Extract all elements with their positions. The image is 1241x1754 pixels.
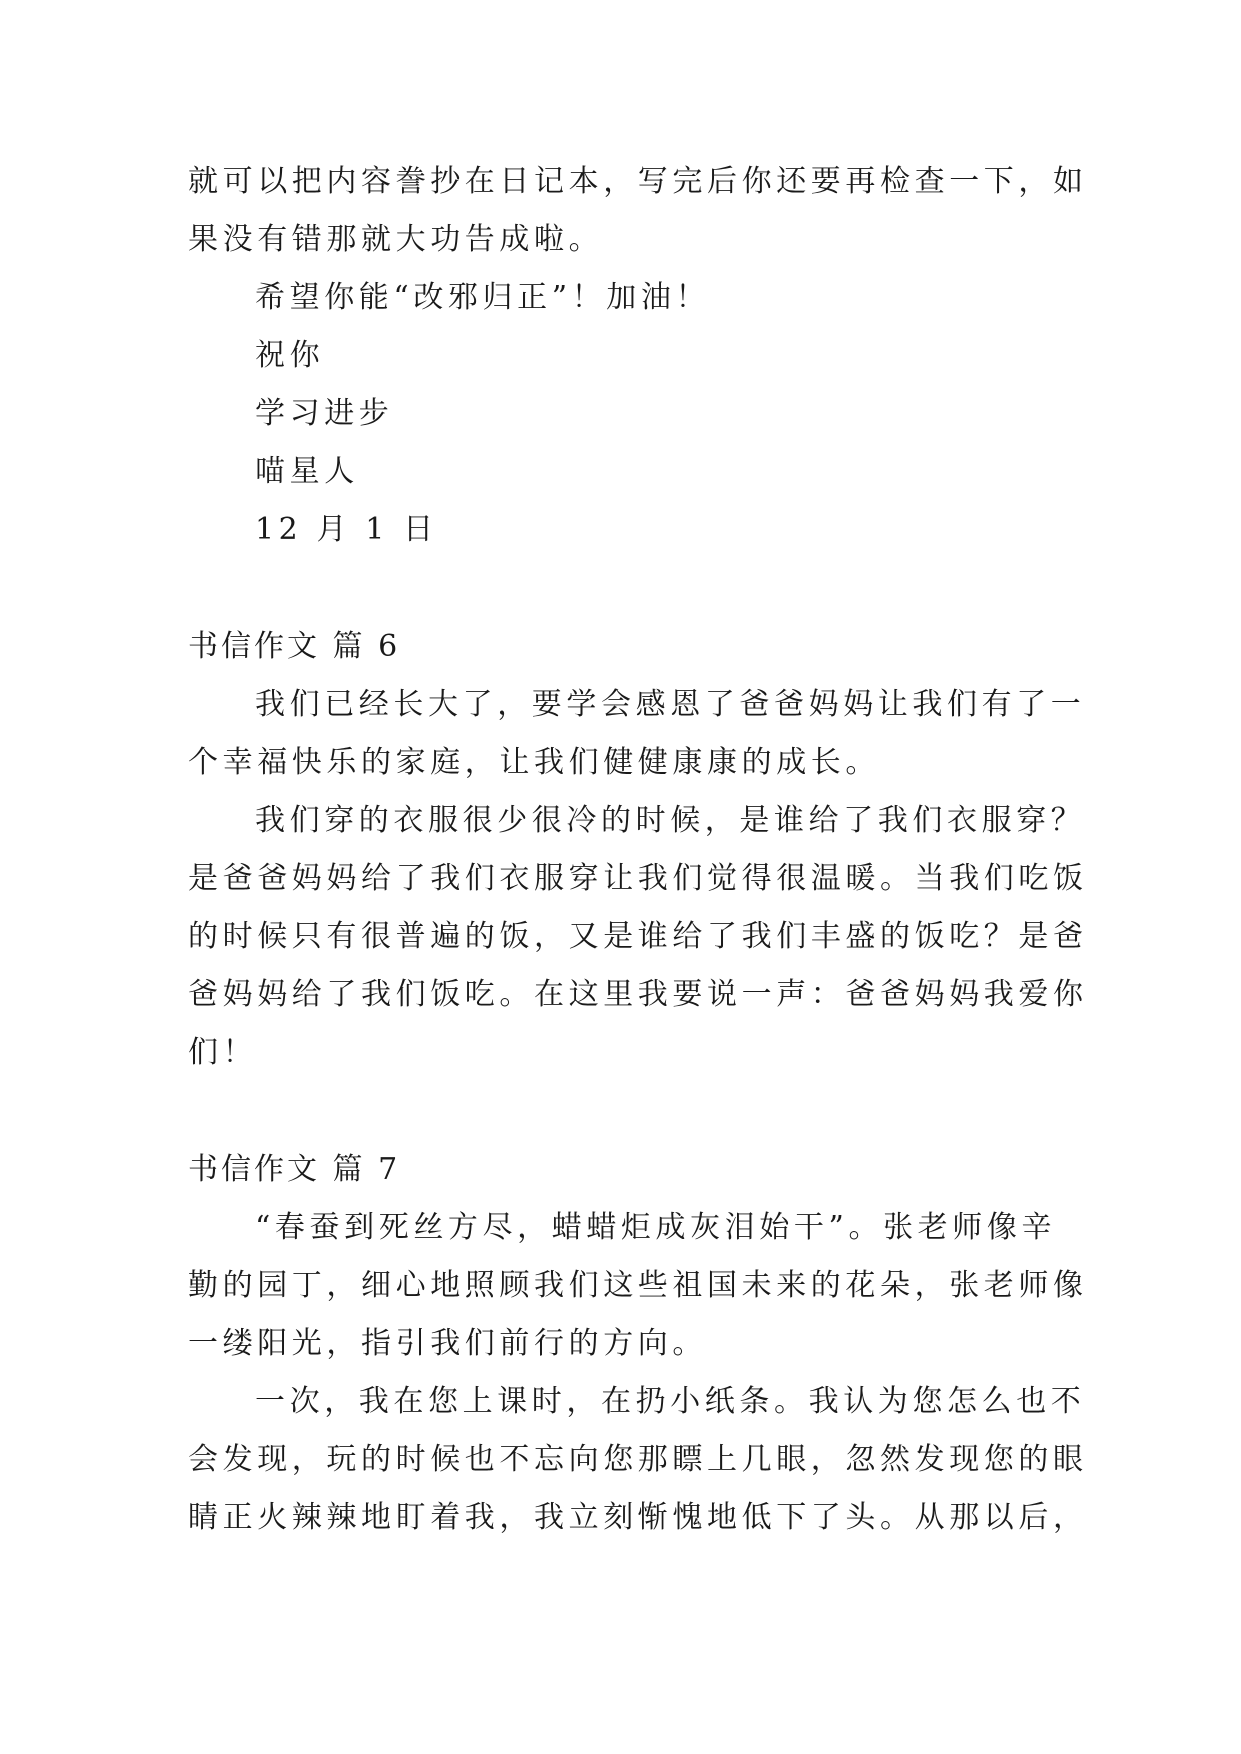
section-heading: 书信作文 篇 7: [188, 1152, 401, 1187]
text-line: 果没有错那就大功告成啦。: [188, 222, 604, 257]
section-heading: 书信作文 篇 6: [188, 629, 401, 664]
text-line: 睛正火辣辣地盯着我，我立刻惭愧地低下了头。从那以后，: [188, 1500, 1088, 1535]
text-line: 我们穿的衣服很少很冷的时候，是谁给了我们衣服穿？: [255, 803, 1086, 838]
text-line: 们！: [188, 1035, 258, 1070]
text-line: 一次，我在您上课时，在扔小纸条。我认为您怎么也不: [255, 1384, 1086, 1419]
text-line: 个幸福快乐的家庭，让我们健健康康的成长。: [188, 745, 880, 780]
text-line: 勤的园丁，细心地照顾我们这些祖国未来的花朵，张老师像: [188, 1268, 1088, 1303]
text-line: 喵星人: [255, 454, 359, 489]
text-line: 学习进步: [255, 396, 394, 431]
text-line: 的时候只有很普遍的饭，又是谁给了我们丰盛的饭吃？是爸: [188, 919, 1088, 954]
text-line: 希望你能“改邪归正”！加油！: [255, 280, 711, 315]
text-line: 12 月 1 日: [255, 512, 438, 547]
text-line: 我们已经长大了，要学会感恩了爸爸妈妈让我们有了一: [255, 687, 1086, 722]
text-line: 会发现，玩的时候也不忘向您那瞟上几眼，忽然发现您的眼: [188, 1442, 1088, 1477]
text-line: 是爸爸妈妈给了我们衣服穿让我们觉得很温暖。当我们吃饭: [188, 861, 1088, 896]
text-line: 爸妈妈给了我们饭吃。在这里我要说一声：爸爸妈妈我爱你: [188, 977, 1088, 1012]
text-line: “春蚕到死丝方尽，蜡蜡炬成灰泪始干”。张老师像辛: [255, 1210, 1057, 1245]
text-line: 一缕阳光，指引我们前行的方向。: [188, 1326, 707, 1361]
text-line: 就可以把内容誊抄在日记本，写完后你还要再检查一下，如: [188, 164, 1088, 199]
text-line: 祝你: [255, 338, 325, 373]
